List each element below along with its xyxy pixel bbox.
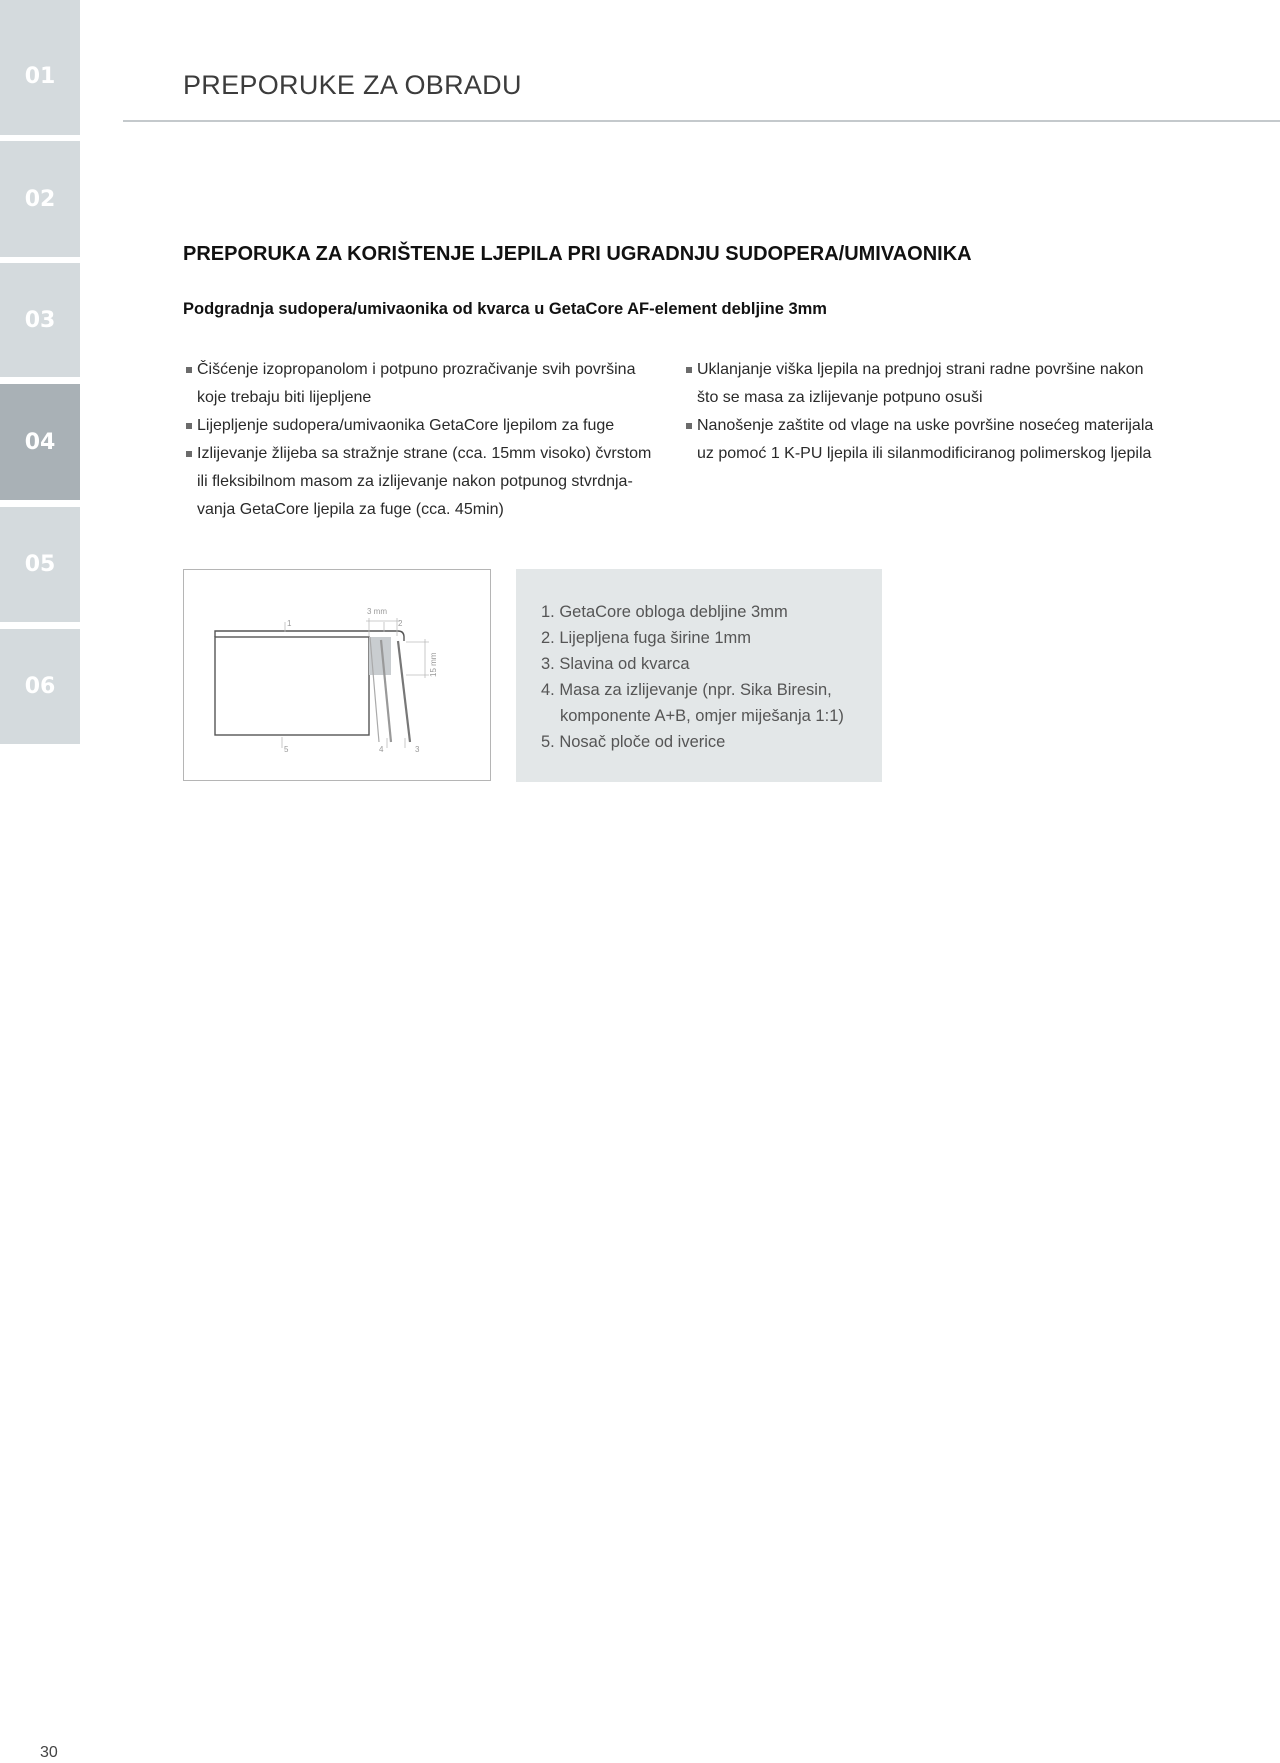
tab-label: 02 — [24, 186, 56, 212]
sink-cross-section — [184, 570, 490, 780]
callout-label: 2 — [398, 619, 403, 628]
page-number: 30 — [40, 1744, 58, 1761]
callout-label: 4 — [379, 745, 384, 754]
callout-label: 1 — [287, 619, 292, 628]
legend-item: 4. Masa za izlijevanje (npr. Sika Biresin, komponente A+B, omjer miješanja 1:1) — [541, 681, 844, 725]
quartz-sink-wall — [398, 641, 410, 742]
list-item: Uklanjanje viška ljepila na prednjoj strani radne površine nakon što se masa za izlijevanje potpuno osuši — [683, 356, 1163, 412]
dimension-label: 3 mm — [367, 607, 387, 616]
tab-02[interactable] — [0, 141, 80, 257]
callout-label: 5 — [284, 745, 289, 754]
tab-label: 05 — [24, 552, 56, 577]
tab-06[interactable] — [0, 629, 80, 744]
list-item: Čišćenje izopropanolom i potpuno prozračivanje svih površina koje trebaju biti lijepljene — [183, 356, 653, 412]
section-heading: PREPORUKA ZA KORIŠTENJE LJEPILA PRI UGRADNJU SUDOPERA/UMIVAONIKA — [183, 243, 972, 265]
title-divider — [123, 120, 1280, 122]
tab-04[interactable] — [0, 384, 80, 500]
instructions-left — [183, 356, 653, 524]
legend-item: 5. Nosač ploče od iverice — [541, 733, 726, 751]
tab-03[interactable] — [0, 263, 80, 377]
legend-item: 3. Slavina od kvarca — [541, 655, 690, 673]
tab-label: 03 — [24, 307, 56, 333]
diagram-legend — [516, 569, 882, 782]
page-title: PREPORUKE ZA OBRADU — [183, 70, 522, 100]
tab-05[interactable] — [0, 507, 80, 622]
list-item: Izlijevanje žlijeba sa stražnje strane (cca. 15mm visoko) čvrstom ili fleksibilnom masom za izlijevanje nakon potpunog stvrdnja-vanja GetaCore ljepila za fuge (cca. 45min) — [183, 440, 653, 524]
dimension-label: 15 mm — [429, 652, 438, 677]
callout-label: 3 — [415, 745, 420, 754]
tab-label: 01 — [24, 64, 56, 89]
list-item: Nanošenje zaštite od vlage na uske površine nosećeg materijala uz pomoć 1 K-PU ljepila ili silanmodificiranog polimerskog ljepila — [683, 412, 1163, 468]
legend-item: 2. Lijepljena fuga širine 1mm — [541, 629, 752, 647]
tab-label: 04 — [24, 429, 56, 455]
list-item: Lijepljenje sudopera/umivaonika GetaCore ljepilom za fuge — [183, 412, 653, 440]
instructions-right — [683, 356, 1163, 468]
tab-label: 06 — [24, 674, 56, 699]
installation-diagram — [183, 569, 491, 781]
subheading: Podgradnja sudopera/umivaonika od kvarca u GetaCore AF-element debljine 3mm — [183, 300, 827, 318]
legend-list — [541, 599, 882, 755]
tab-01[interactable] — [0, 0, 80, 135]
legend-item: 1. GetaCore obloga debljine 3mm — [541, 603, 788, 621]
chipboard-carrier — [215, 637, 369, 735]
